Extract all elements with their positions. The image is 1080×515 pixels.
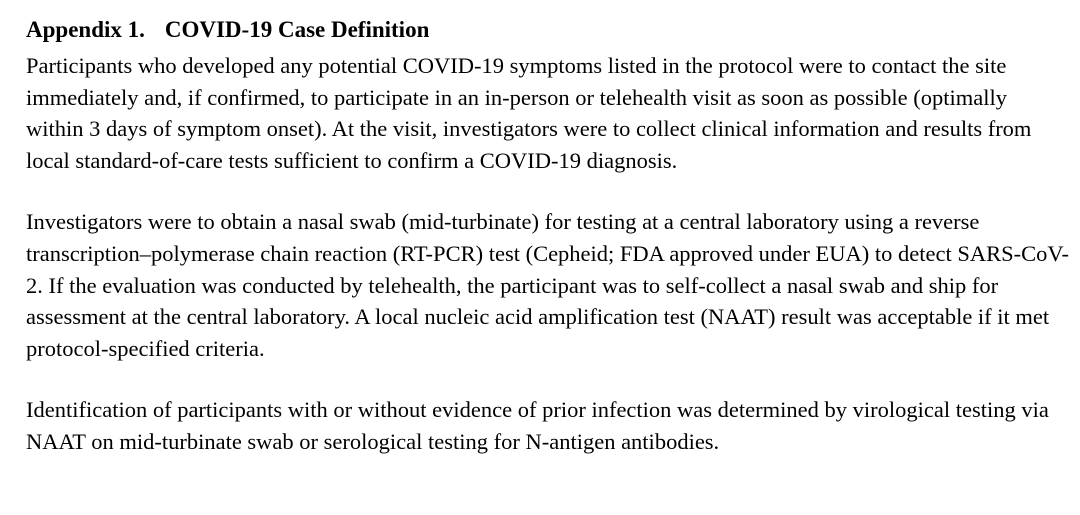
appendix-title: COVID-19 Case Definition [164, 17, 430, 42]
document-page [26, 14, 1070, 458]
paragraph-prior-infection: Identification of participants with or without evidence of prior infection was determined by virological testing via NAAT on mid-turbinate swab or serological testing for N-antigen antibodies. [26, 397, 1049, 454]
appendix-number: Appendix 1. [26, 17, 145, 42]
paragraph-laboratory-testing: Investigators were to obtain a nasal swab (mid-turbinate) for testing at a central laboratory using a reverse transcription–polymerase chain reaction (RT-PCR) test (Cepheid; FDA approved under EUA) to detect SARS-CoV-2. If the evaluation was conducted by telehealth, the participant was to self-collect a nasal swab and ship for assessment at the central laboratory. A local nucleic acid amplification test (NAAT) result was acceptable if it met protocol-specified criteria. [26, 209, 1070, 361]
appendix-heading [26, 14, 1070, 46]
paragraph-symptom-reporting: Participants who developed any potential COVID-19 symptoms listed in the protocol were to contact the site immediately and, if confirmed, to participate in an in-person or telehealth visit as soon as possible (optimally within 3 days of symptom onset). At the visit, investigators were to collect clinical information and results from local standard-of-care tests sufficient to confirm a COVID-19 diagnosis. [26, 53, 1032, 173]
